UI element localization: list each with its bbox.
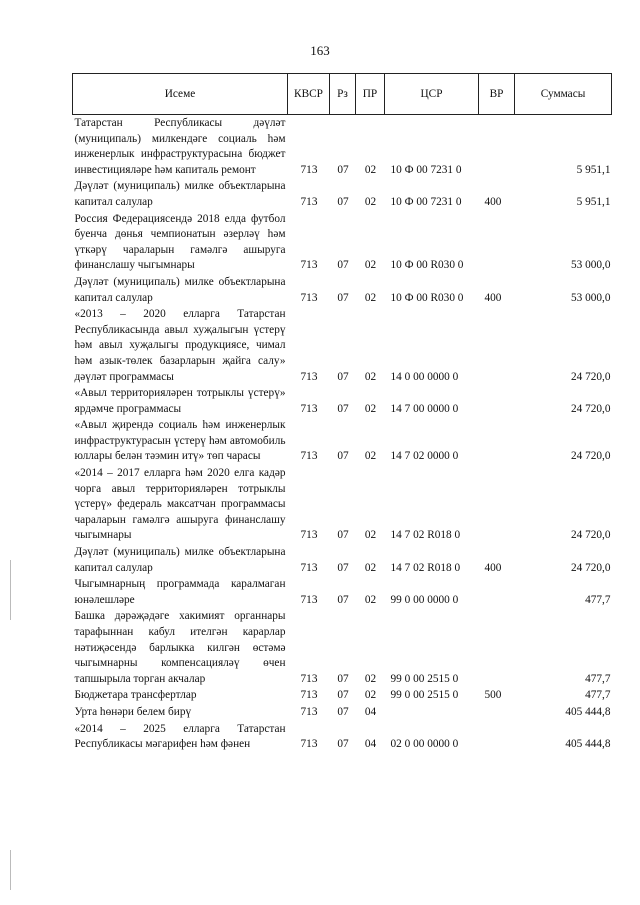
row-vr: [479, 385, 515, 417]
row-pr: 04: [364, 705, 377, 718]
row-name: Урта һөнәри белем бирү: [74, 705, 192, 718]
row-sum: 405 444,8: [565, 705, 611, 718]
row-name: «Авыл җирендә социаль һәм инженерлык инфраструктурасын үстерү һәм автомобиль юллары белән тәэмин итү» төп чарасы: [74, 419, 286, 463]
row-pr: 02: [364, 593, 377, 606]
row-rz: 07: [337, 689, 349, 702]
row-sum: 5 951,1: [576, 163, 611, 176]
row-vr: 500: [484, 689, 502, 702]
row-vr: [479, 306, 515, 385]
row-vr: [479, 211, 515, 274]
row-vr: [479, 608, 515, 687]
row-name: Дәүләт (муниципаль) милке объектларына капитал салулар: [74, 180, 286, 208]
table-row: [73, 721, 612, 753]
row-vr: [479, 115, 515, 179]
header-vr: ВР: [479, 74, 515, 115]
row-vr: 400: [484, 291, 502, 304]
row-rz: 07: [337, 402, 349, 415]
row-pr: 02: [364, 561, 377, 574]
scan-margin-line: [10, 560, 11, 620]
table-body: [73, 115, 612, 753]
table-row: [73, 608, 612, 687]
page-number: 163: [310, 43, 330, 58]
row-kvsr: 713: [300, 738, 318, 751]
table-row: [73, 274, 612, 306]
row-csr: 14 0 00 0000 0: [390, 370, 459, 383]
row-rz: 07: [337, 672, 349, 685]
row-pr: 04: [364, 738, 377, 751]
row-vr: [479, 721, 515, 753]
row-sum: 477,7: [585, 689, 611, 702]
row-kvsr: 713: [300, 195, 318, 208]
row-kvsr: 713: [300, 402, 318, 415]
row-sum: 405 444,8: [565, 738, 611, 751]
row-csr: 99 0 00 2515 0: [390, 672, 459, 685]
row-pr: 02: [364, 529, 377, 542]
row-sum: 24 720,0: [570, 402, 611, 415]
table-row: [73, 385, 612, 417]
row-sum: 5 951,1: [576, 195, 611, 208]
row-sum: 53 000,0: [570, 291, 611, 304]
row-rz: 07: [337, 529, 349, 542]
row-csr: 10 Ф 00 7231 0: [390, 163, 462, 176]
row-sum: 53 000,0: [570, 259, 611, 272]
row-name: Чыгымнарның программада каралмаган юнәлешләре: [74, 578, 286, 606]
row-kvsr: 713: [300, 291, 318, 304]
table-row: [73, 704, 612, 721]
row-kvsr: 713: [300, 259, 318, 272]
row-rz: 07: [337, 738, 349, 751]
row-name: Башка дәрәҗәдәге хакимият органнары тарафыннан кабул ителгән карарлар нәтиҗәсендә барлыкка килгән өстәмә чыгымнарны компенсацияләү өчен тапшырыла торган акчалар: [74, 610, 286, 685]
row-csr: 10 Ф 00 R030 0: [390, 291, 464, 304]
row-sum: 477,7: [585, 672, 611, 685]
row-name: Дәүләт (муниципаль) милке объектларына капитал салулар: [74, 275, 286, 304]
table-row: [73, 465, 612, 544]
row-pr: 02: [364, 291, 377, 304]
table-row: [73, 211, 612, 274]
row-name: «2014 – 2025 елларга Татарстан Республикасы мәгарифен һәм фәнен: [74, 722, 286, 751]
row-name: Россия Федерациясендә 2018 елда футбол буенча дөнья чемпионатын әзерләү һәм үткәрү чараларын гамәлгә ашыруга финанслашу чыгымнары: [74, 212, 286, 272]
row-csr: 14 7 02 R018 0: [390, 561, 461, 574]
table-row: [73, 306, 612, 385]
row-pr: 02: [364, 195, 377, 208]
row-rz: 07: [337, 561, 349, 574]
row-csr: [385, 704, 479, 721]
row-pr: 02: [364, 402, 377, 415]
row-name: «2014 – 2017 елларга һәм 2020 елга кадәр чорга авыл территорияләрен тотрыклы үстерү» федераль максатчан программасы чараларын гамәлгә ашыруга финанслашу чыгымнары: [74, 467, 286, 542]
row-pr: 02: [364, 672, 377, 685]
row-rz: 07: [337, 705, 349, 718]
row-vr: [479, 576, 515, 608]
row-pr: 02: [364, 370, 377, 383]
row-rz: 07: [337, 291, 349, 304]
row-sum: 477,7: [585, 593, 611, 606]
table-row: [73, 178, 612, 210]
row-csr: 99 0 00 0000 0: [390, 593, 459, 606]
scan-margin-line: [10, 850, 11, 890]
row-pr: 02: [364, 450, 377, 463]
row-kvsr: 713: [300, 672, 318, 685]
table-row: [73, 687, 612, 704]
row-sum: 24 720,0: [570, 529, 611, 542]
row-name: Бюджетара трансфертлар: [74, 689, 197, 702]
row-kvsr: 713: [300, 561, 318, 574]
header-kvsr: КВСР: [288, 74, 330, 115]
table-row: [73, 544, 612, 576]
header-pr: ПР: [356, 74, 385, 115]
budget-table: [72, 73, 612, 753]
row-kvsr: 713: [300, 705, 318, 718]
row-pr: 02: [364, 689, 377, 702]
row-csr: 10 Ф 00 R030 0: [390, 259, 464, 272]
row-rz: 07: [337, 163, 349, 176]
row-kvsr: 713: [300, 450, 318, 463]
header-csr: ЦСР: [385, 74, 479, 115]
row-vr: 400: [484, 561, 502, 574]
row-csr: 10 Ф 00 7231 0: [390, 195, 462, 208]
row-kvsr: 713: [300, 689, 318, 702]
table-row: [73, 417, 612, 465]
row-kvsr: 713: [300, 529, 318, 542]
row-pr: 02: [364, 259, 377, 272]
table-header-row: [73, 74, 612, 115]
row-vr: [479, 465, 515, 544]
row-csr: 14 7 02 R018 0: [390, 529, 461, 542]
row-rz: 07: [337, 195, 349, 208]
row-rz: 07: [337, 450, 349, 463]
row-csr: 14 7 02 0000 0: [390, 450, 459, 463]
header-name: Исеме: [73, 74, 288, 115]
row-sum: 24 720,0: [570, 370, 611, 383]
row-pr: 02: [364, 163, 377, 176]
row-vr: [479, 417, 515, 465]
row-name: «Авыл территорияләрен тотрыклы үстерү» ярдәмче программасы: [74, 387, 286, 415]
row-sum: 24 720,0: [570, 450, 611, 463]
row-rz: 07: [337, 259, 349, 272]
table-row: [73, 115, 612, 179]
row-sum: 24 720,0: [570, 561, 611, 574]
row-csr: 02 0 00 0000 0: [390, 738, 459, 751]
row-rz: 07: [337, 370, 349, 383]
row-rz: 07: [337, 593, 349, 606]
row-csr: 14 7 00 0000 0: [390, 402, 459, 415]
header-sum: Суммасы: [515, 74, 612, 115]
header-rz: Рз: [330, 74, 356, 115]
row-name: «2013 – 2020 елларга Татарстан Республикасында авыл хуҗалыгын үстерү һәм авыл хуҗалыгы продукциясе, чимал һәм азык-төлек базарларын җайга салу» дәүләт программасы: [74, 308, 286, 383]
row-vr: [479, 704, 515, 721]
row-kvsr: 713: [300, 370, 318, 383]
table-row: [73, 576, 612, 608]
row-kvsr: 713: [300, 163, 318, 176]
row-csr: 99 0 00 2515 0: [390, 689, 459, 702]
row-vr: 400: [484, 195, 502, 208]
row-name: Дәүләт (муниципаль) милке объектларына капитал салулар: [74, 546, 286, 574]
row-kvsr: 713: [300, 593, 318, 606]
row-name: Татарстан Республикасы дәүләт (муниципаль) милкендәге социаль һәм инженерлык инфраструктурасына бюджет инвестицияләре һәм капиталь ремонт: [74, 117, 286, 176]
